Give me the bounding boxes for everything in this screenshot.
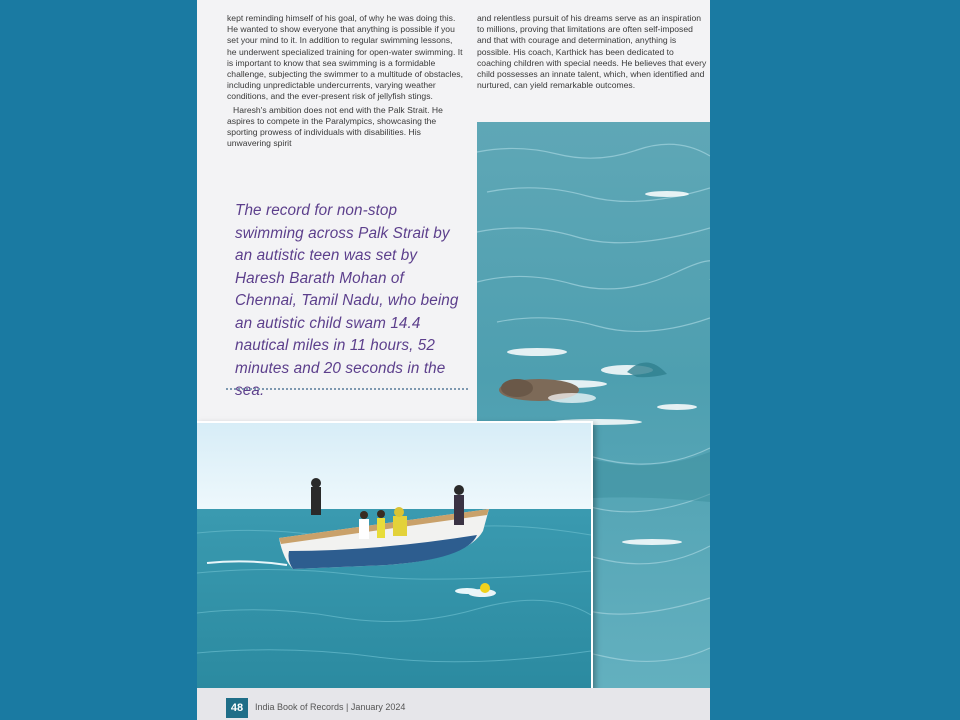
page-number-badge: 48 bbox=[226, 698, 248, 718]
article-right-column bbox=[477, 13, 709, 91]
dotted-divider bbox=[226, 388, 468, 390]
article-paragraph: Haresh's ambition does not end with the Palk Strait. He aspires to compete in the Paralympics, showcasing the sporting prowess of individuals with disabilities. His unwavering spirit bbox=[227, 104, 443, 149]
magazine-page bbox=[197, 0, 710, 720]
article-paragraph: and relentless pursuit of his dreams serve as an inspiration to millions, proving that limitations are often self-imposed and that with courage and determination, anything is possible. His coach, Karthick has been dedicated to coaching children with special needs. He believes that every child possesses an innate talent, which, when identified and nurtured, can yield remarkable outcomes. bbox=[477, 13, 707, 91]
publication-credit: India Book of Records | January 2024 bbox=[255, 702, 406, 712]
article-paragraph: kept reminding himself of his goal, of why he was doing this. He wanted to show everyone that anything is possible if you set your mind to it. In addition to regular swimming lessons, he underwent specialized training for open-water swimming. It is important to know that sea swimming is a formidable challenge, subjecting the swimmer to a multitude of obstacles, including unpredictable undercurrents, varying weather conditions, and the ever-present risk of jellyfish stings. bbox=[227, 13, 463, 102]
boat-escort-photo bbox=[197, 421, 593, 691]
pull-quote: The record for non-stop swimming across Palk Strait by an autistic teen was set by Haresh Barath Mohan of Chennai, Tamil Nadu, who being an autistic child swam 14.4 nautical miles in 11 hours, 52 minutes and 20 seconds in the sea. bbox=[235, 202, 459, 399]
article-left-column bbox=[227, 13, 463, 149]
